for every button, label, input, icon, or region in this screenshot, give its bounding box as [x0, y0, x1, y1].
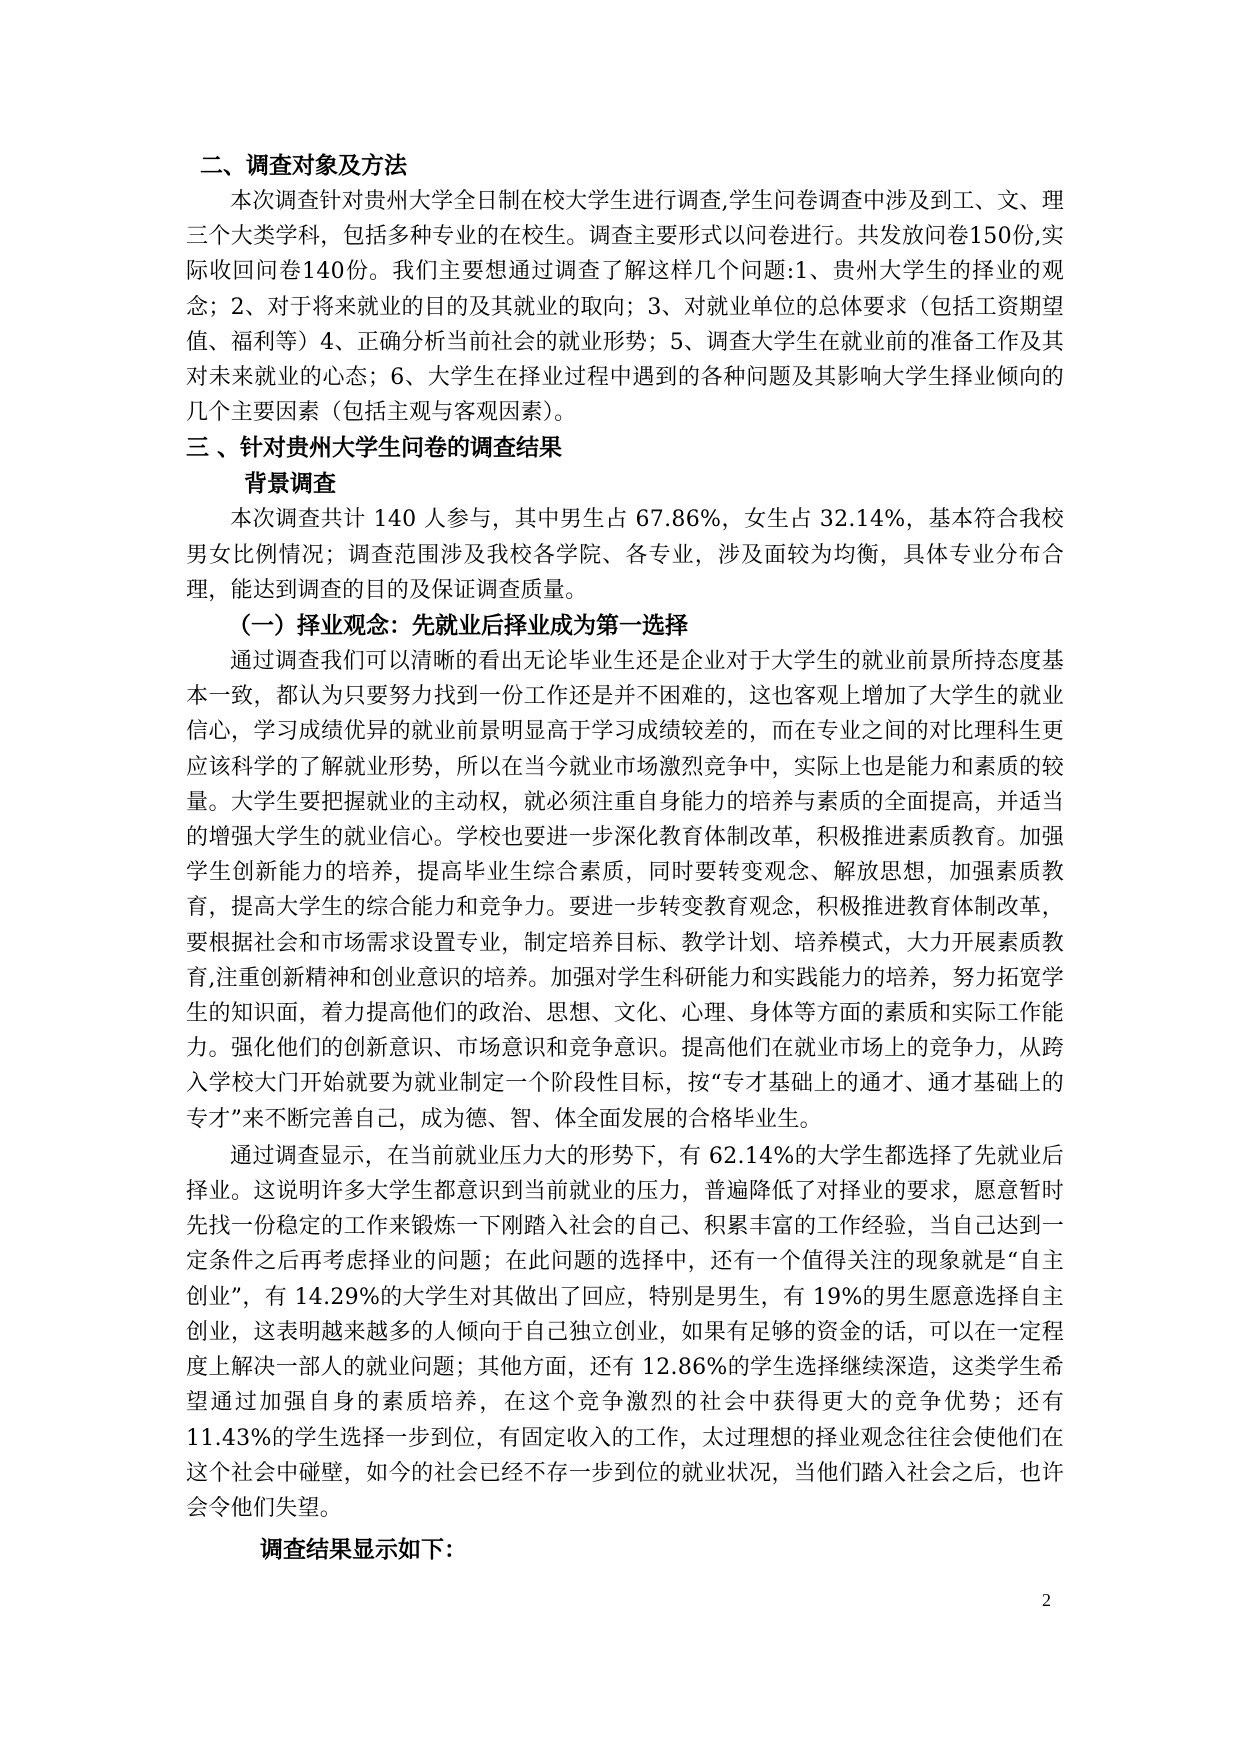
heading-survey-subjects: 二、调查对象及方法 — [200, 153, 407, 179]
paragraph-background: 本次调查共计 140 人参与，其中男生占 67.86%，女生占 32.14%，基本符合我校男女比例情况；调查范围涉及我校各学院、各专业，涉及面较为均衡，具体专业分布合理，能达到调查的目的及保证调查质量。 — [186, 507, 1064, 603]
page-number: 2 — [1042, 1590, 1051, 1610]
heading-results-shown: 调查结果显示如下： — [260, 1537, 467, 1564]
paragraph-concept-2: 通过调查显示，在当前就业压力大的形势下，有 62.14%的大学生都选择了先就业后择业。这说明许多大学生都意识到当前就业的压力，普遍降低了对择业的要求，愿意暂时先找一份稳定的工作来锻炼一下刚踏入社会的自己、积累丰富的工作经验，当自己达到一定条件之后再考虑择业的问题；在此问题的选择中，还有一个值得关注的现象就是“自主创业”，有 14.29%的大学生对其做出了回应，特别是男生，有 19%的男生愿意选择自主创业，这表明越来越多的人倾向于自己独立创业，如果有足够的资金的话，可以在一定程度上解决一部人的就业问题；其他方面，还有 12.86%的学生选择继续深造，这类学生希望通过加强自身的素质培养，在这个竞争激烈的社会中获得更大的竞争优势；还有 11.43%的学生选择一步到位，有固定收入的工作，太过理想的择业观念往往会使他们在这个社会中碰壁，如今的社会已经不存一步到位的就业状况，当他们踏入社会之后，也许会令他们失望。 — [186, 1143, 1064, 1521]
heading-background: 背景调查 — [244, 471, 336, 498]
paragraph-concept-1: 通过调查我们可以清晰的看出无论毕业生还是企业对于大学生的就业前景所持态度基本一致，都认为只要努力找到一份工作还是并不困难的，这也客观上增加了大学生的就业信心，学习成绩优异的就业前景明显高于学习成绩较差的，而在专业之间的对比理科生更应该科学的了解就业形势，所以在当今就业市场激烈竞争中，实际上也是能力和素质的较量。大学生要把握就业的主动权，就必须注重自身能力的培养与素质的全面提高，并适当的增强大学生的就业信心。学校也要进一步深化教育体制改革，积极推进素质教育。加强学生创新能力的培养，提高毕业生综合素质，同时要转变观念、解放思想，加强素质教育，提高大学生的综合能力和竞争力。要进一步转变教育观念，积极推进教育体制改革，要根据社会和市场需求设置专业，制定培养目标、教学计划、培养模式，大力开展素质教育,注重创新精神和创业意识的培养。加强对学生科研能力和实践能力的培养，努力拓宽学生的知识面，着力提高他们的政治、思想、文化、心理、身体等方面的素质和实际工作能力。强化他们的创新意识、市场意识和竞争意识。提高他们在就业市场上的竞争力，从跨入学校大门开始就要为就业制定一个阶段性目标，按“专才基础上的通才、通才基础上的专才”来不断完善自己，成为德、智、体全面发展的合格毕业生。 — [186, 649, 1064, 1132]
heading-survey-results: 三 、针对贵州大学生问卷的调查结果 — [186, 435, 563, 462]
page-content — [186, 148, 1064, 1568]
heading-career-concept: （一）择业观念：先就业后择业成为第一选择 — [228, 613, 688, 640]
paragraph-method: 本次调查针对贵州大学全日制在校大学生进行调查,学生问卷调查中涉及到工、文、理三个大类学科，包括多种专业的在校生。调查主要形式以问卷进行。共发放问卷150份,实际收回问卷140份。我们主要想通过调查了解这样几个问题:1、贵州大学生的择业的观念；2、对于将来就业的目的及其就业的取向；3、对就业单位的总体要求（包括工资期望值、福利等）4、正确分析当前社会的就业形势；5、调查大学生在就业前的准备工作及其对未来就业的心态；6、大学生在择业过程中遇到的各种问题及其影响大学生择业倾向的几个主要因素（包括主观与客观因素）。 — [186, 189, 1064, 426]
